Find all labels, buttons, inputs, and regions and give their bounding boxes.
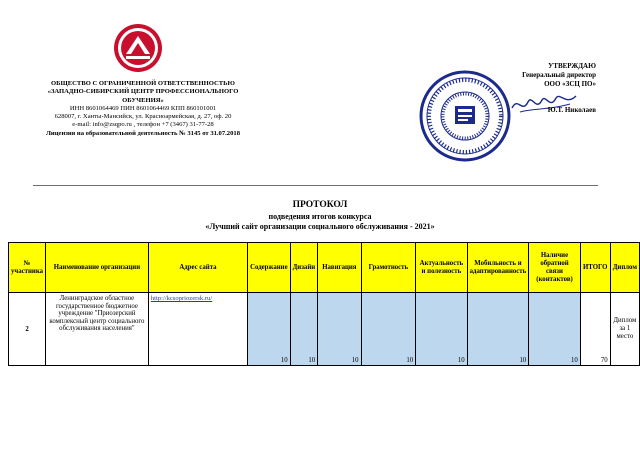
score-design: 10 (290, 293, 318, 366)
header-navigation: Навигация (318, 243, 361, 293)
header-content: Содержание (248, 243, 291, 293)
divider (33, 185, 598, 186)
protocol-title: ПРОТОКОЛ (292, 200, 348, 210)
score-feedback: 10 (529, 293, 581, 366)
approval-signatory: Ю.Т. Николаев (547, 105, 596, 114)
company-logo (112, 22, 164, 74)
header-mobility: Мобильность и адаптированность (467, 243, 529, 293)
approval-label: УТВЕРЖДАЮ (548, 62, 596, 70)
header-feedback: Наличие обратной связи (контактов) (529, 243, 581, 293)
score-mobility: 10 (467, 293, 529, 366)
header-literacy: Грамотность (361, 243, 416, 293)
header-participant-number: № участника (9, 243, 46, 293)
score-navigation: 10 (318, 293, 361, 366)
organization-header (14, 80, 272, 138)
score-content: 10 (248, 293, 291, 366)
header-organization: Наименование организации (46, 243, 149, 293)
participant-number: 2 (9, 293, 46, 366)
org-ids: ИНН 8601064469 ПИН 8601064469 КПП 860101001 (69, 104, 217, 112)
approval-company: ООО «ЗСЦ ПО» (544, 80, 596, 89)
site-link[interactable]: http://kcsopriozersk.ru/ (150, 295, 213, 302)
header-relevance: Актуальность и полезность (416, 243, 468, 293)
site-cell (148, 293, 247, 366)
protocol-subtitle: подведения итогов конкурса (268, 212, 372, 221)
org-license: Лицензия на образовательной деятельность № 3145 от 31.07.2018 (46, 129, 240, 137)
score-literacy: 10 (361, 293, 416, 366)
organization-name: Ленинградское областное государственное бюджетное учреждение "Приозерский комплексный центр социального обслуживания населения" (46, 293, 149, 366)
header-diploma: Диплом (610, 243, 639, 293)
table-header-row (9, 243, 640, 293)
org-contacts: e-mail: info@zsqpo.ru , телефон +7 (3467) 31-77-28 (72, 121, 214, 129)
table-row (9, 293, 640, 366)
approval-block (470, 62, 596, 115)
results-table (8, 242, 640, 366)
score-total: 70 (580, 293, 610, 366)
org-name-line2: «ЗАПАДНО-СИБИРСКИЙ ЦЕНТР ПРОФЕССИОНАЛЬНОГО (47, 88, 239, 96)
header-design: Дизайн (290, 243, 318, 293)
score-relevance: 10 (416, 293, 468, 366)
contest-name: «Лучший сайт организации социального обслуживания - 2021» (205, 222, 435, 231)
org-address: 628007, г. Ханты-Мансийск, ул. Красноармейская, д. 27, оф. 20 (54, 113, 232, 121)
org-name-line1: ОБЩЕСТВО С ОГРАНИЧЕННОЙ ОТВЕТСТВЕННОСТЬЮ (51, 80, 235, 87)
diploma-award: Диплом за 1 место (610, 293, 639, 366)
approval-position: Генеральный директор (522, 71, 596, 80)
header-site-address: Адрес сайта (148, 243, 247, 293)
header-total: ИТОГО (580, 243, 610, 293)
org-name-line3: ОБУЧЕНИЯ» (122, 96, 164, 104)
